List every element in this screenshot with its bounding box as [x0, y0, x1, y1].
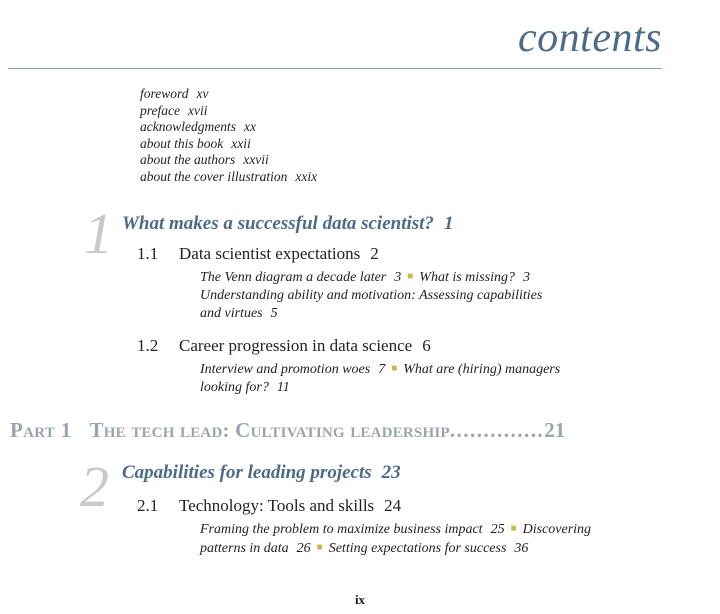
section-2-1[interactable]: [137, 496, 401, 516]
topic-link[interactable]: Discovering: [522, 522, 592, 537]
bullet-separator-icon: ■: [391, 363, 398, 374]
chapter-2-number: 2: [80, 454, 109, 519]
part-label: Part 1: [10, 418, 72, 442]
topic-link[interactable]: and virtues: [200, 306, 263, 321]
topic-link[interactable]: What are (hiring) managers: [403, 362, 561, 377]
section-title: Technology: Tools and skills: [179, 496, 375, 515]
topic-page: 11: [276, 380, 290, 395]
chapter-page: 23: [381, 462, 401, 483]
bullet-separator-icon: ■: [407, 271, 414, 282]
chapter-title: What makes a successful data scientist?: [122, 213, 434, 234]
toc-entry-about-authors[interactable]: [140, 152, 317, 169]
section-number: 2.1: [137, 496, 159, 515]
chapter-2-title-link[interactable]: [122, 462, 401, 484]
chapter-1-title-link[interactable]: [122, 213, 453, 235]
section-1-1-topics: [200, 268, 542, 323]
topic-page: 26: [296, 541, 311, 556]
section-title: Career progression in data science: [179, 336, 413, 355]
topic-link[interactable]: patterns in data: [200, 541, 289, 556]
page-number: ix: [354, 592, 366, 607]
entry-page: xx: [243, 119, 256, 135]
section-number: 1.2: [137, 336, 159, 355]
section-page: 6: [422, 336, 431, 355]
entry-title: acknowledgments: [140, 119, 236, 135]
entry-page: xv: [196, 86, 209, 101]
topic-page: 3: [522, 270, 530, 285]
section-1-2-topics: [200, 360, 560, 397]
entry-page: xvii: [187, 102, 208, 118]
topic-page: 25: [490, 522, 505, 537]
entry-title: preface: [140, 102, 180, 118]
page-title: contents: [518, 15, 662, 61]
topic-page: 7: [378, 362, 386, 377]
toc-entry-foreword[interactable]: [140, 86, 317, 103]
entry-title: about the authors: [140, 152, 236, 168]
dot-leader: ..............: [449, 418, 545, 442]
part-1-heading[interactable]: [10, 418, 565, 443]
topic-link[interactable]: What is missing?: [419, 270, 515, 285]
toc-entry-acknowledgments[interactable]: [140, 119, 317, 136]
topic-link[interactable]: Understanding ability and motivation: Assessing capabilities: [200, 288, 543, 303]
chapter-page: 1: [443, 213, 454, 234]
topic-link[interactable]: Interview and promotion woes: [200, 362, 371, 377]
section-page: 2: [370, 244, 379, 263]
topic-page: 36: [514, 541, 529, 556]
chapter-title: Capabilities for leading projects: [122, 462, 372, 483]
chapter-1-number: 1: [84, 201, 113, 266]
toc-entry-preface[interactable]: [140, 103, 317, 120]
part-title: The tech lead: Cultivating leadership: [89, 418, 450, 442]
topic-page: 5: [270, 306, 278, 321]
topic-link[interactable]: The Venn diagram a decade later: [200, 270, 387, 285]
entry-title: about the cover illustration: [140, 168, 288, 184]
toc-entry-about-book[interactable]: [140, 136, 317, 153]
entry-page: xxix: [295, 168, 318, 184]
entry-title: about this book: [140, 135, 224, 151]
section-number: 1.1: [137, 244, 159, 263]
part-page: 21: [544, 418, 566, 442]
bullet-separator-icon: ■: [510, 523, 517, 534]
topic-link[interactable]: Setting expectations for success: [328, 541, 507, 556]
entry-title: foreword: [140, 86, 189, 101]
topic-link[interactable]: Framing the problem to maximize business impact: [200, 522, 483, 537]
topic-link[interactable]: looking for?: [200, 380, 269, 395]
bullet-separator-icon: ■: [316, 542, 323, 553]
topic-page: 3: [394, 270, 402, 285]
section-title: Data scientist expectations: [179, 244, 361, 263]
entry-page: xxvii: [243, 152, 269, 168]
section-page: 24: [384, 496, 402, 515]
toc-entry-cover-illustration[interactable]: [140, 169, 317, 186]
section-1-2[interactable]: [137, 336, 431, 356]
entry-page: xxii: [231, 135, 251, 151]
section-2-1-topics: [200, 520, 591, 558]
section-1-1[interactable]: [137, 244, 379, 264]
title-rule: [8, 68, 662, 69]
front-matter-list: [140, 86, 317, 186]
